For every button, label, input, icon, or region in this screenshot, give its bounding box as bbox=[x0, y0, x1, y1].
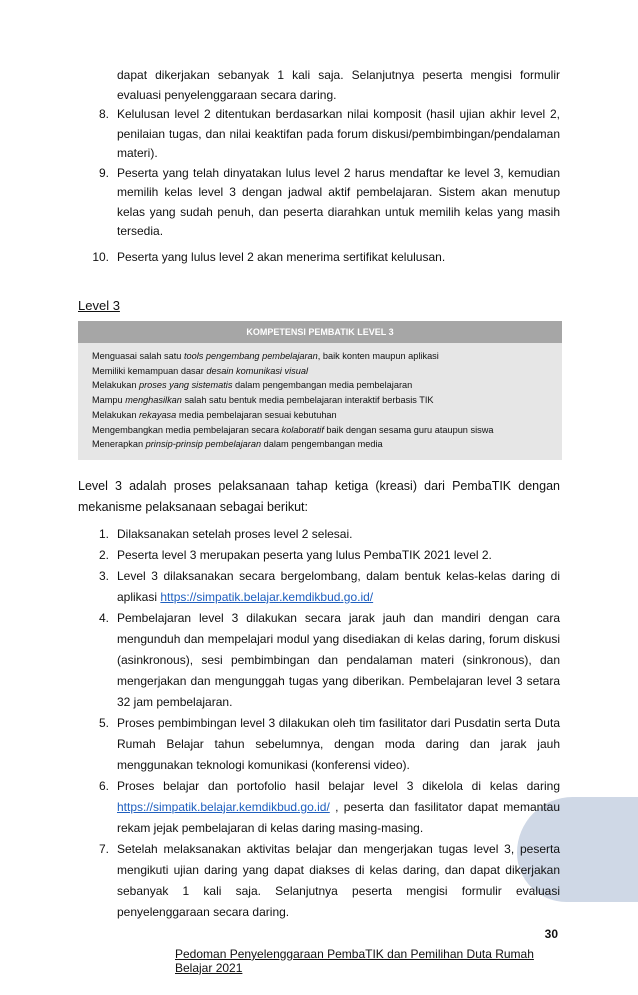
footer-text: Pedoman Penyelenggaraan PembaTIK dan Pemilihan Duta Rumah Belajar 2021 bbox=[175, 946, 534, 975]
item-body: Setelah melaksanakan aktivitas belajar dan mengerjakan tugas level 3, peserta mengikuti ujian daring yang dapat diakses di kelas daring, dan dapat dikerjakan sebanyak 1 kali saja. Selanjutnya peserta mengisi formulir evaluasi penyelenggaraan secara daring. bbox=[117, 841, 560, 919]
row-text: desain komunikasi visual bbox=[206, 365, 308, 376]
item-number: 7. bbox=[98, 841, 109, 856]
table-row bbox=[92, 378, 562, 393]
item-text bbox=[117, 608, 560, 713]
row-text: dalam pengembangan media bbox=[261, 439, 383, 450]
list-item bbox=[78, 566, 560, 608]
item-text bbox=[117, 524, 560, 545]
row-text: dalam pengembangan media pembelajaran bbox=[232, 380, 413, 391]
section-heading: Level 3 bbox=[78, 298, 120, 313]
row-text: kolaboratif bbox=[281, 424, 324, 435]
item-text bbox=[117, 566, 560, 608]
item-body: Proses belajar dan portofolio hasil belajar level 3 dikelola di kelas daring bbox=[117, 778, 560, 793]
item-body-after: , peserta dan fasilitator dapat memantau rekam jejak pembelajaran di kelas daring masing-masing. bbox=[117, 799, 560, 835]
simpatik-link[interactable]: https://simpatik.belajar.kemdikbud.go.id/ bbox=[160, 589, 374, 604]
item-text: Kelulusan level 2 ditentukan berdasarkan nilai komposit (hasil ujian akhir level 2, penilaian tugas, dan nilai keaktifan pada forum diskusi/pembimbingan/pendalaman materi). bbox=[117, 107, 560, 160]
row-text: prinsip-prinsip pembelajaran bbox=[145, 439, 262, 450]
item-text bbox=[117, 545, 560, 566]
list-item bbox=[78, 839, 560, 923]
item-body: Proses pembimbingan level 3 dilakukan oleh tim fasilitator dari Pusdatin serta Duta Rumah Belajar tahun sebelumnya, dengan moda daring dan jarak jauh menggunakan teknologi komunikasi (konferensi video). bbox=[117, 715, 560, 772]
item-text bbox=[117, 776, 560, 839]
row-text: Menguasai salah satu bbox=[92, 351, 184, 361]
page-number: 30 bbox=[544, 926, 558, 941]
row-text: Melakukan bbox=[92, 380, 139, 391]
item-body: Level 3 dilaksanakan secara bergelombang, dalam bentuk kelas-kelas daring di aplikasi bbox=[117, 568, 560, 604]
item-body: Peserta level 3 merupakan peserta yang lulus PembaTIK 2021 level 2. bbox=[117, 547, 492, 562]
item-text bbox=[117, 713, 560, 776]
continued-paragraph: dapat dikerjakan sebanyak 1 kali saja. Selanjutnya peserta mengisi formulir evaluasi penyelenggaraan secara daring. bbox=[117, 68, 560, 102]
table-row bbox=[92, 408, 562, 423]
list-item bbox=[78, 608, 560, 713]
item-number: 4. bbox=[98, 610, 109, 625]
row-text: , baik konten maupun aplikasi bbox=[317, 351, 439, 361]
item-body: Pembelajaran level 3 dilakukan secara jarak jauh dan mandiri dengan cara mengunduh dan mempelajari modul yang disediakan di kelas daring, forum diskusi (asinkronous), sesi pembimbingan dan pendalaman materi (sinkronous), dan mengerjakan dan mengunggah tugas yang diberikan. Pembelajaran level 3 setara 32 jam pembelajaran. bbox=[117, 610, 560, 709]
row-text: Menerapkan bbox=[92, 439, 146, 450]
item-number: 2. bbox=[98, 547, 109, 562]
level2-list bbox=[78, 105, 560, 267]
list-item bbox=[78, 164, 560, 242]
item-number: 8. bbox=[98, 107, 109, 121]
item-number: 10. bbox=[92, 249, 109, 264]
row-text: baik dengan sesama guru ataupun siswa bbox=[323, 424, 494, 435]
item-number: 9. bbox=[98, 165, 109, 180]
item-number: 6. bbox=[98, 778, 109, 793]
intro-paragraph: Level 3 adalah proses pelaksanaan tahap ketiga (kreasi) dari PembaTIK dengan mekanisme pelaksanaan sebagai berikut: bbox=[78, 478, 560, 514]
list-item bbox=[78, 105, 560, 164]
list-item bbox=[78, 248, 560, 268]
table-header: KOMPETENSI PEMBATIK LEVEL 3 bbox=[78, 321, 562, 343]
table-row bbox=[92, 437, 562, 452]
item-text bbox=[117, 839, 560, 923]
row-text: media pembelajaran sesuai kebutuhan bbox=[176, 409, 337, 420]
item-number: 3. bbox=[98, 568, 109, 583]
row-text: Memiliki kemampuan dasar bbox=[92, 365, 207, 376]
list-item bbox=[78, 524, 560, 545]
table-row bbox=[92, 423, 562, 438]
table-row bbox=[92, 364, 562, 379]
row-text: Melakukan bbox=[92, 409, 139, 420]
list-item bbox=[78, 545, 560, 566]
list-item bbox=[78, 776, 560, 839]
row-text: Mengembangkan media pembelajaran secara bbox=[92, 424, 282, 435]
row-text: menghasilkan bbox=[125, 395, 182, 406]
level3-steps bbox=[78, 524, 560, 923]
table-rows bbox=[78, 343, 562, 452]
item-text: Peserta yang telah dinyatakan lulus level 2 harus mendaftar ke level 3, kemudian memilih kelas level 3 dengan jadwal aktif pembelajaran. Sistem akan menutup kelas yang sudah penuh, dan peserta diarahkan untuk memilih kelas yang masih tersedia. bbox=[117, 165, 560, 238]
row-text: proses yang sistematis bbox=[138, 380, 233, 391]
item-body: Dilaksanakan setelah proses level 2 selesai. bbox=[117, 526, 353, 541]
item-number: 5. bbox=[98, 715, 109, 730]
simpatik-link[interactable]: https://simpatik.belajar.kemdikbud.go.id/ bbox=[117, 799, 330, 814]
row-text: rekayasa bbox=[138, 409, 177, 420]
row-text: Mampu bbox=[92, 395, 126, 406]
row-text: salah satu bentuk media pembelajaran interaktif berbasis TIK bbox=[181, 395, 434, 406]
competency-table bbox=[78, 321, 562, 460]
item-text: Peserta yang lulus level 2 akan menerima sertifikat kelulusan. bbox=[117, 249, 446, 264]
table-row bbox=[92, 393, 562, 408]
item-number: 1. bbox=[98, 526, 109, 541]
table-row bbox=[92, 349, 562, 364]
row-text: tools pengembang pembelajaran bbox=[183, 351, 318, 361]
list-item bbox=[78, 713, 560, 776]
